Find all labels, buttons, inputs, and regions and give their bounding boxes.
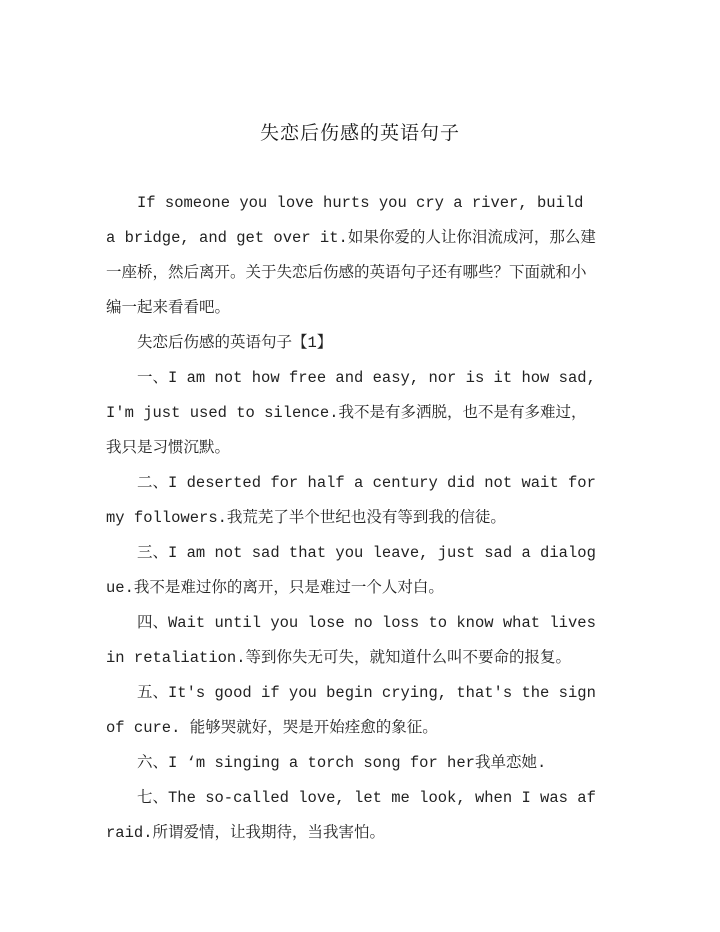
sentence-paragraph: 一、I am not how free and easy, nor is it how sad, I'm just used to silence.我不是有多洒脱，也不是有多难过，我只是习惯沉默。 bbox=[106, 369, 596, 457]
section-heading: 失恋后伤感的英语句子【1】 bbox=[137, 334, 333, 352]
document-title: 失恋后伤感的英语句子 bbox=[259, 122, 460, 144]
sentence-paragraph: 六、I ‘m singing a torch song for her我单恋她. bbox=[137, 754, 547, 772]
sentence-paragraph: 五、It's good if you begin crying, that's the sign of cure. 能够哭就好，哭是开始痊愈的象征。 bbox=[106, 684, 596, 737]
sentence-paragraph: 四、Wait until you lose no loss to know what lives in retaliation.等到你失无可失，就知道什么叫不要命的报复。 bbox=[106, 614, 596, 667]
sentence-paragraph: 二、I deserted for half a century did not wait for my followers.我荒芜了半个世纪也没有等到我的信徒。 bbox=[106, 474, 596, 527]
document-body bbox=[106, 186, 596, 851]
sentence-paragraph: 七、The so-called love, let me look, when I was afraid.所谓爱情，让我期待，当我害怕。 bbox=[106, 789, 596, 842]
intro-paragraph: If someone you love hurts you cry a river, build a bridge, and get over it.如果你爱的人让你泪流成河，那么建一座桥，然后离开。关于失恋后伤感的英语句子还有哪些？下面就和小编一起来看看吧。 bbox=[106, 194, 596, 317]
sentence-paragraph: 三、I am not sad that you leave, just sad a dialogue.我不是难过你的离开，只是难过一个人对白。 bbox=[106, 544, 596, 597]
